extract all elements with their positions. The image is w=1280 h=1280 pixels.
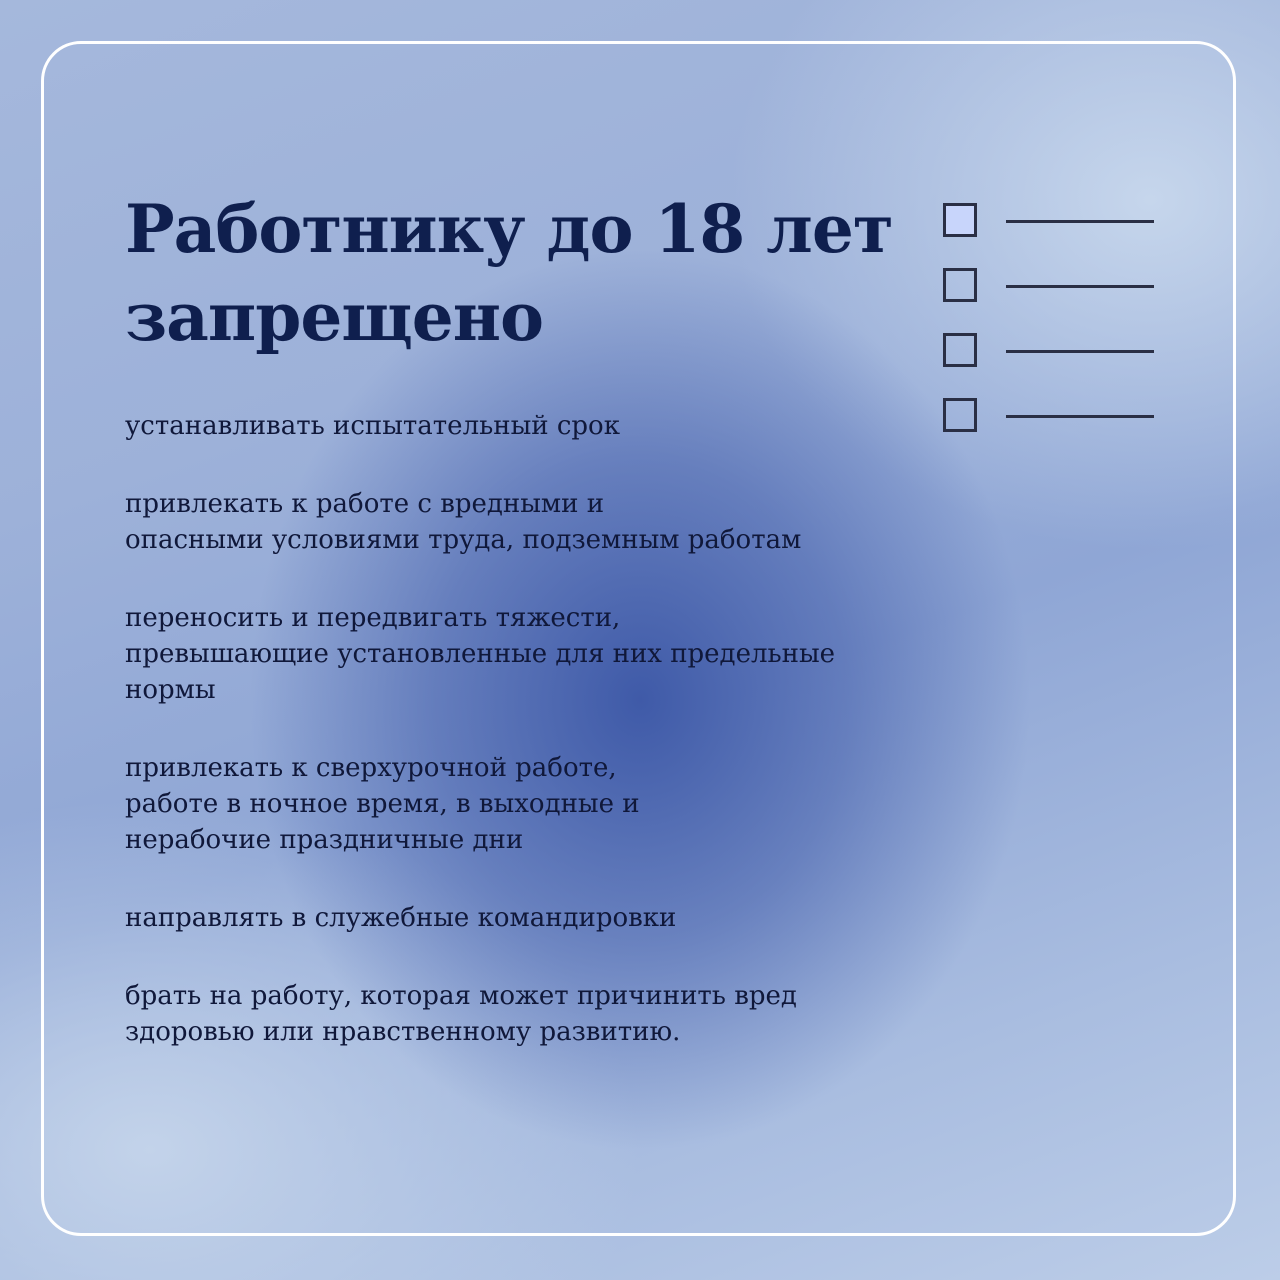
- list-item: переносить и передвигать тяжести, превышающие установленные для них предельные нормы: [125, 603, 836, 705]
- line-icon: [1006, 415, 1154, 418]
- list-item: привлекать к работе с вредными и опасными условиями труда, подземным работам: [125, 489, 802, 555]
- line-icon: [1006, 285, 1154, 288]
- line-icon: [1006, 350, 1154, 353]
- checkbox-icon: [943, 333, 977, 367]
- checklist-row: [943, 268, 1155, 333]
- checkbox-icon: [943, 398, 977, 432]
- page-title: Работнику до 18 лет запрещено: [125, 190, 893, 356]
- list-item: устанавливать испытательный срок: [125, 411, 620, 441]
- checklist-row: [943, 333, 1155, 398]
- checkbox-checked-icon: [943, 203, 977, 237]
- checklist-row: [943, 398, 1155, 463]
- checklist-icon: [943, 203, 1155, 463]
- checkbox-icon: [943, 268, 977, 302]
- list-item: направлять в служебные командировки: [125, 903, 677, 933]
- line-icon: [1006, 220, 1154, 223]
- list-item: брать на работу, которая может причинить вред здоровью или нравственному развитию.: [125, 981, 797, 1047]
- list-item: привлекать к сверхурочной работе, работе в ночное время, в выходные и нерабочие праздничные дни: [125, 753, 640, 855]
- checklist-row: [943, 203, 1155, 268]
- prohibitions-list: [125, 408, 905, 1092]
